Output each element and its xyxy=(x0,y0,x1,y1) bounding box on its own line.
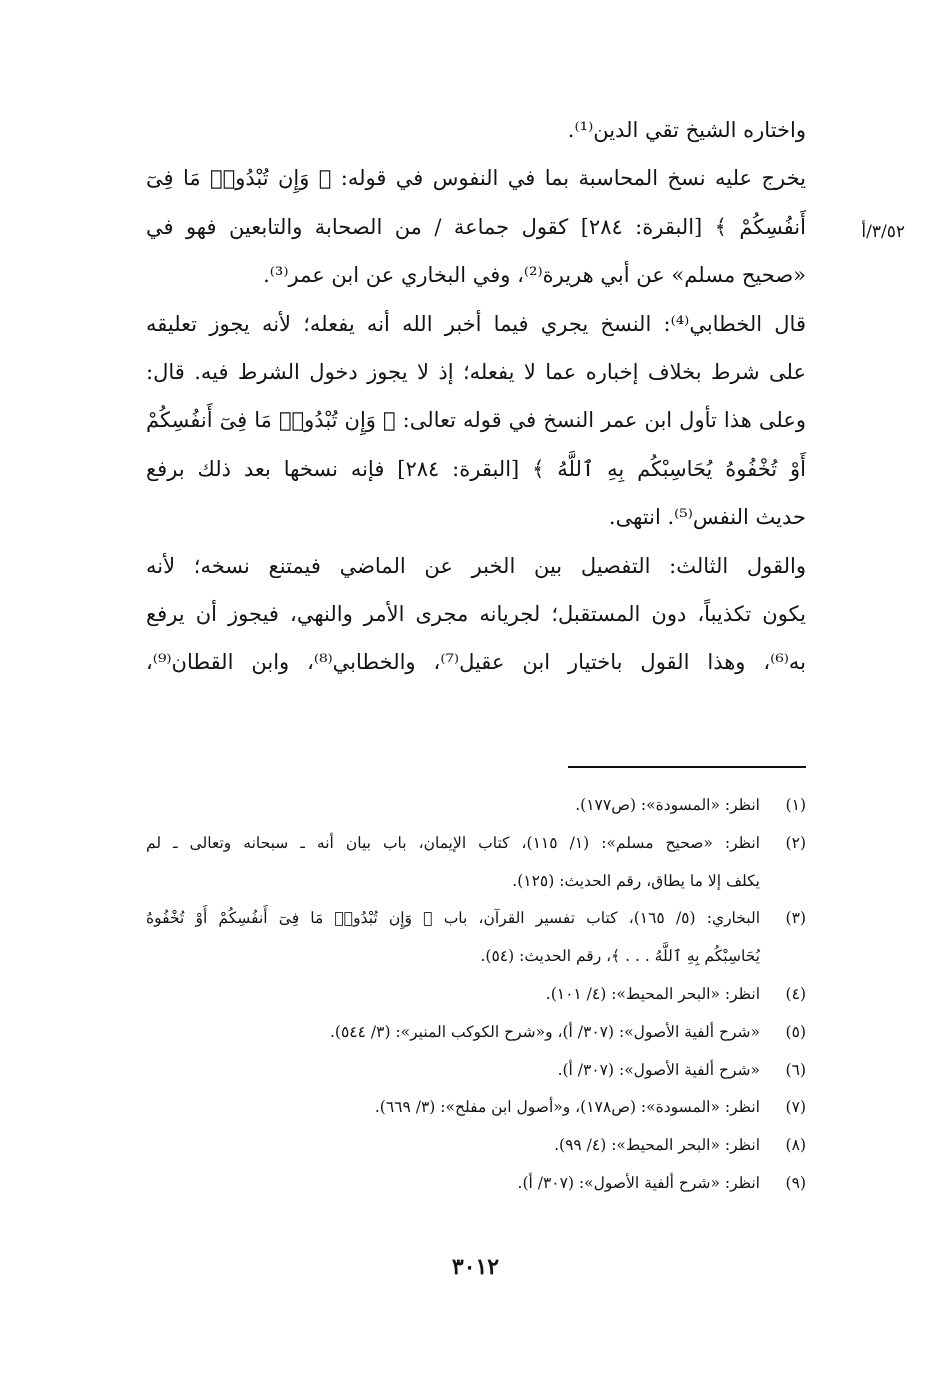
page-number: ٣٠١٢ xyxy=(451,1254,500,1280)
main-text-line: «صحيح مسلم» عن أبي هريرة⁽²⁾، وفي البخاري عن ابن عمر⁽³⁾. xyxy=(263,263,806,288)
footnote-2 xyxy=(146,825,806,901)
footnotes-section xyxy=(146,787,806,1203)
main-text-line: يكون تكذيباً، دون المستقبل؛ لجريانه مجرى الأمر والنهي، فيجوز أن يرفع xyxy=(146,601,806,626)
main-text-line: حديث النفس⁽⁵⁾. انتهى. xyxy=(608,505,806,530)
main-text-line: وعلى هذا تأول ابن عمر النسخ في قوله تعالى: ﴿ وَإِن تُبْدُوا۟ مَا فِىٓ أَنفُسِكُمْ xyxy=(146,408,806,433)
footnote-text: «شرح ألفية الأصول»: (٣٠٧/ أ)، و«شرح الكوكب المنير»: (٣/ ٥٤٤). xyxy=(329,1022,760,1041)
main-text-line: على شرط بخلاف إخباره عما لا يفعله؛ إذ لا يجوز دخول الشرط فيه. قال: xyxy=(146,359,806,384)
footnote-number: (١) xyxy=(785,796,806,814)
main-text-line: أَوْ تُخْفُوهُ يُحَاسِبْكُم بِهِ ٱللَّهُ ﴾ [البقرة: ٢٨٤] فإنه نسخها بعد ذلك برفع xyxy=(146,456,806,481)
footnote-text: البخاري: (٥/ ١٦٥)، كتاب تفسير القرآن، باب ﴿ وَإِن تُبْدُوا۟ مَا فِىٓ أَنفُسِكُمْ أَوْ تُخْفُوهُ xyxy=(146,909,760,928)
main-text-line: أَنفُسِكُمْ ﴾ [البقرة: ٢٨٤] كقول جماعة / من الصحابة والتابعين فهو في xyxy=(146,214,806,239)
footnote-number: (٣) xyxy=(785,909,806,928)
footnote-number: (٥) xyxy=(785,1022,806,1041)
footnote-7 xyxy=(146,1089,806,1127)
footnote-text: «شرح ألفية الأصول»: (٣٠٧/ أ). xyxy=(557,1060,760,1079)
footnote-6 xyxy=(146,1052,806,1090)
main-text-line: يخرج عليه نسخ المحاسبة بما في النفوس في قوله: ﴿ وَإِن تُبْدُوا۟ مَا فِىٓ xyxy=(146,166,806,191)
main-text-line: واختاره الشيخ تقي الدين⁽¹⁾. xyxy=(567,118,806,142)
footnote-3 xyxy=(146,900,806,976)
main-text-body xyxy=(146,106,806,687)
footnote-text: يكلف إلا ما يطاق، رقم الحديث: (١٢٥). xyxy=(512,871,760,890)
footnote-text: يُحَاسِبْكُم بِهِ ٱللَّهُ . . . ﴾، رقم الحديث: (٥٤). xyxy=(480,947,760,966)
manuscript-folio-reference: ٣/٥٢/أ xyxy=(861,222,905,242)
footnote-9 xyxy=(146,1165,806,1203)
footnote-1 xyxy=(146,787,806,825)
footnote-number: (٢) xyxy=(785,833,806,852)
footnote-number: (٤) xyxy=(785,984,806,1003)
footnote-separator xyxy=(568,766,806,768)
footnote-number: (٧) xyxy=(785,1098,806,1117)
footnote-text: انظر: «البحر المحيط»: (٤/ ٩٩). xyxy=(554,1136,760,1155)
footnote-text: انظر: «البحر المحيط»: (٤/ ١٠١). xyxy=(545,984,760,1003)
footnote-number: (٦) xyxy=(785,1060,806,1079)
footnote-text: انظر: «شرح ألفية الأصول»: (٣٠٧/ أ). xyxy=(517,1173,760,1192)
main-text-line: والقول الثالث: التفصيل بين الخبر عن الماضي فيمتنع نسخه؛ لأنه xyxy=(146,553,806,578)
main-text-line: قال الخطابي⁽⁴⁾: النسخ يجري فيما أخبر الله أنه يفعله؛ لأنه يجوز تعليقه xyxy=(146,311,806,336)
footnote-text: انظر: «صحيح مسلم»: (١/ ١١٥)، كتاب الإيمان، باب بيان أنه ـ سبحانه وتعالى ـ لم xyxy=(146,833,760,852)
footnote-number: (٨) xyxy=(785,1136,806,1155)
footnote-8 xyxy=(146,1127,806,1165)
footnote-text: انظر: «المسودة»: (ص١٧٨)، و«أصول ابن مفلح»: (٣/ ٦٦٩). xyxy=(374,1098,760,1117)
footnote-text: انظر: «المسودة»: (ص١٧٧). xyxy=(575,796,760,814)
footnote-number: (٩) xyxy=(785,1173,806,1192)
footnote-5 xyxy=(146,1014,806,1052)
main-text-line: به⁽⁶⁾، وهذا القول باختيار ابن عقيل⁽⁷⁾، والخطابي⁽⁸⁾، وابن القطان⁽⁹⁾، xyxy=(146,650,807,675)
footnote-4 xyxy=(146,976,806,1014)
